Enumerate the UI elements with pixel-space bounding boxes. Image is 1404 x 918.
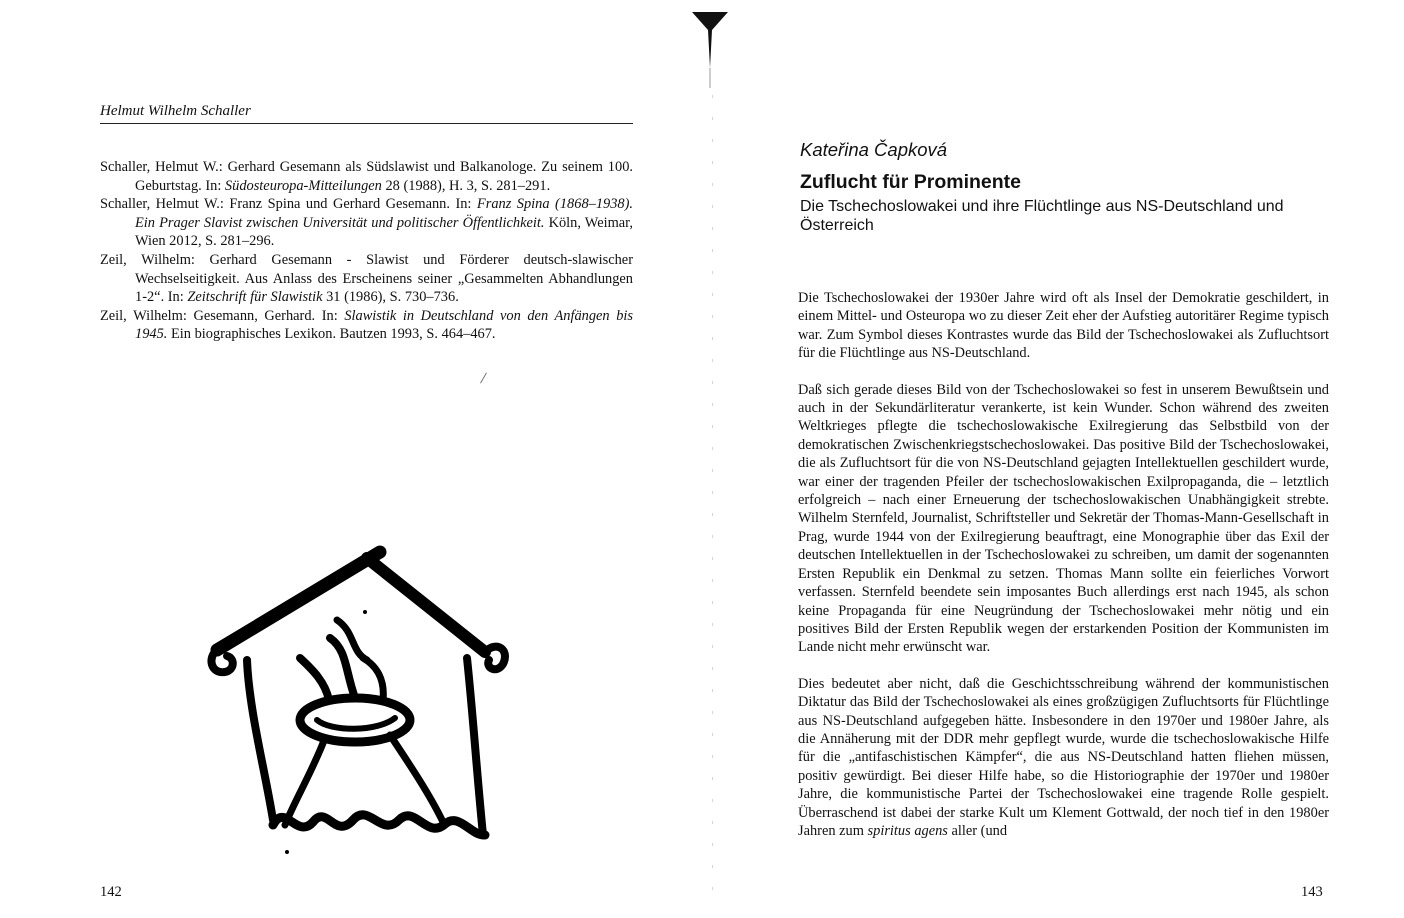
body-paragraph: Daß sich gerade dieses Bild von der Tschechoslowakei so fest in unserem Bewußtsein und auch in der Sekundärliteratur verankerte, ist kein Wunder. Schon während des zweiten Weltkrieges pflegte die tschechoslowakische Exilregierung das Selbstbild von der demokratischen Zwischenkriegstschechoslowakei. Das positive Bild der Tschechoslowakei, die als Zufluchtsort für die von NS-Deutschland gejagten Intellektuellen geschildert wurde, war einer der tragenden Pfeiler der tschechoslowakischen Exilpropaganda, die – letztlich erfolgreich – nach einer Erneuerung der tschechoslowakischen Unabhängigkeit strebte. Wilhelm Sternfeld, Journalist, Schriftsteller und Sekretär der Thomas-Mann-Gesellschaft in Prag, wurde 1944 von der Exilregierung beauftragt, eine Monographie über das Exil der deutschen Intellektuellen in der Tschechoslowakei zu schreiben, um damit der sogenannten Ersten Republik ein Denkmal zu setzen. Thomas Mann sollte ein feierliches Vorwort verfassen. Sternfeld beendete sein imposantes Buch allerdings erst nach 1945, als schon keine Propaganda für eine Neugründung der Tschechoslowakei mehr nötig und ein positives Bild der Ersten Republik wegen der erstarkenden Position der Kommunisten im Lande nicht mehr erwünscht war. [798,381,1329,656]
article-subtitle: Die Tschechoslowakei und ihre Flüchtlinge aus NS-Deutschland und Österreich [800,198,1284,234]
body-paragraph: Die Tschechoslowakei der 1930er Jahre wird oft als Insel der Demokratie geschildert, in einem Mittel- und Osteuropa wo zu dieser Zeit eher der Aufstieg autoritärer Regime typisch war. Zum Symbol dieses Kontrastes wurde das Bild der Tschechoslowakei als Zufluchtsort für die Flüchtlinge aus NS-Deutschland. [798,290,1329,362]
bibliography-entry: Zeil, Wilhelm: Gesemann, Gerhard. In: Slawistik in Deutschland von den Anfängen bis 1945. Ein biographisches Lexikon. Bautzen 1993, S. 464–467. [100,307,634,343]
article-author: Kateřina Čapková [800,139,948,160]
bibliography-entry: Schaller, Helmut W.: Gerhard Gesemann als Südslawist und Balkanologe. Zu seinem 100. Geburtstag. In: Südosteuropa-Mitteilungen 28 (1988), H. 3, S. 281–291. [100,159,633,194]
article-title: Zuflucht für Prominente [800,171,1021,193]
page-number: 142 [100,884,122,900]
right-page [702,0,1404,918]
running-head: Helmut Wilhelm Schaller [100,101,633,124]
bibliography-list [100,158,633,344]
house-drawing-icon [205,540,515,870]
body-paragraph: Dies bedeutet aber nicht, daß die Geschichtsschreibung während der kommunistischen Diktatur das Bild der Tschechoslowakei als eines großzügigen Zufluchtsorts für Flüchtlinge aus NS-Deutschland aufgegeben hätte. Insbesondere in den 1970er und 1980er Jahre, als die Annäherung mit der DDR mehr gepflegt wurde, wurde die tschechoslowakische Hilfe für die „antifaschistischen Kämpfer“, die aus NS-Deutschland hatten fliehen müssen, positiv gewürdigt. Bei dieser Hilfe habe, so die Historiographie der 1970er und 1980er Jahre, die kommunistische Partei der Tschechoslowakei eine tragende Rolle gespielt. Überraschend ist dabei der starke Kult um Klement Gottwald, der noch tief in den 1980er Jahren zum spiritus agens aller (und [798,675,1329,839]
bibliography-entry: Zeil, Wilhelm: Gerhard Gesemann - Slawist und Förderer deutsch-slawischer Wechselseitigkeit. Aus Anlass des Erscheinens seiner „Gesammelten Abhandlungen 1-2“. In: Zeitschrift für Slawistik 31 (1986), S. 730–736. [100,251,633,306]
stray-pen-mark [480,373,487,384]
article-body [798,289,1329,858]
page-number: 143 [1301,884,1323,900]
bibliography-entry: Schaller, Helmut W.: Franz Spina und Gerhard Gesemann. In: Franz Spina (1868–1938). Ein Prager Slavist zwischen Universität und politischer Öffentlichkeit. Köln, Weimar, Wien 2012, S. 281–296. [100,196,633,250]
